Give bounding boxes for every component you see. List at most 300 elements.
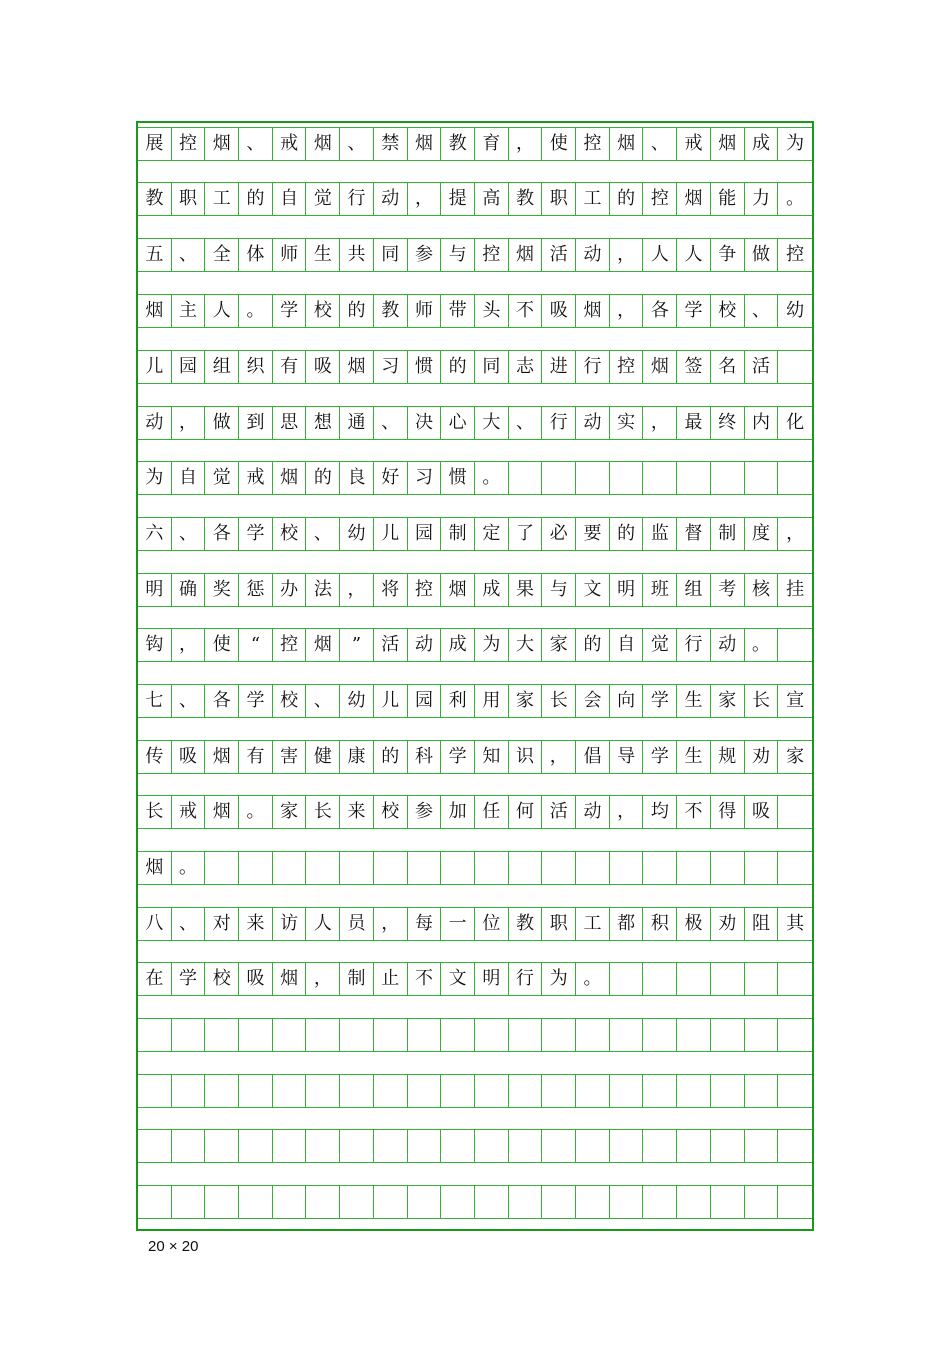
- grid-cell: 工: [205, 183, 239, 215]
- grid-cell: 人: [677, 239, 711, 271]
- grid-cell: 园: [408, 685, 442, 717]
- grid-cell: [239, 1019, 273, 1051]
- grid-cell: 控: [644, 183, 678, 215]
- grid-cell: 师: [408, 295, 442, 327]
- grid-cell: 。: [745, 629, 779, 661]
- grid-row: [138, 1018, 812, 1052]
- grid-cell: 。: [576, 963, 610, 995]
- grid-cell: 文: [576, 574, 610, 606]
- grid-cell: 烟: [644, 351, 678, 383]
- grid-cell: 儿: [374, 685, 408, 717]
- grid-cell: [408, 1019, 442, 1051]
- grid-cell: “: [239, 629, 273, 661]
- grid-cell: 人: [205, 295, 239, 327]
- grid-cell: 为: [475, 629, 509, 661]
- grid-cell: 共: [340, 239, 374, 271]
- grid-cell: 大: [475, 407, 509, 439]
- grid-cell: [475, 1075, 509, 1107]
- grid-cell: [239, 1130, 273, 1162]
- grid-cell: [340, 1130, 374, 1162]
- grid-cell: 行: [542, 407, 576, 439]
- grid-cell: [374, 1186, 408, 1218]
- grid-cell: [239, 1075, 273, 1107]
- grid-cell: [340, 1075, 374, 1107]
- grid-cell: ，: [542, 741, 576, 773]
- grid-cell: 制: [340, 963, 374, 995]
- grid-cell: 制: [711, 518, 745, 550]
- grid-cell: 到: [239, 407, 273, 439]
- grid-cell: 烟: [441, 574, 475, 606]
- grid-cell: [677, 963, 711, 995]
- grid-cell: 识: [509, 741, 543, 773]
- grid-cell: 、: [172, 518, 206, 550]
- grid-cell: 带: [441, 295, 475, 327]
- grid-cell: [778, 852, 812, 884]
- grid-cell: 长: [307, 796, 341, 828]
- grid-cell: 将: [374, 574, 408, 606]
- grid-cell: 。: [239, 295, 273, 327]
- grid-cell: 戒: [172, 796, 206, 828]
- grid-cell: [509, 852, 543, 884]
- grid-cell: 积: [644, 908, 678, 940]
- grid-cell: ，: [172, 629, 206, 661]
- grid-cell: 。: [786, 188, 805, 209]
- grid-cell: [711, 1130, 745, 1162]
- grid-cell: 、: [239, 128, 273, 160]
- grid-cell: [205, 1130, 239, 1162]
- grid-cell: [475, 1019, 509, 1051]
- grid-row: [138, 573, 812, 607]
- grid-cell: [778, 963, 812, 995]
- grid-cell: [644, 1186, 678, 1218]
- grid-cell: [273, 1019, 307, 1051]
- grid-cell: 不: [677, 796, 711, 828]
- grid-row: [138, 740, 812, 774]
- grid-cell: [677, 1186, 711, 1218]
- grid-cell: 习: [408, 462, 442, 494]
- grid-cell: [542, 1075, 576, 1107]
- grid-cell: 各: [205, 685, 239, 717]
- grid-cell: 导: [610, 741, 644, 773]
- grid-cell: 成: [475, 574, 509, 606]
- grid-cell: [745, 1186, 779, 1218]
- grid-cell: 参: [408, 796, 442, 828]
- grid-cell: 来: [340, 796, 374, 828]
- grid-cell: [172, 1075, 206, 1107]
- grid-cell: 想: [307, 407, 341, 439]
- grid-cell: 惯: [408, 351, 442, 383]
- grid-cell: 动: [374, 183, 408, 215]
- grid-cell: [172, 1186, 206, 1218]
- grid-cell: 学: [677, 295, 711, 327]
- grid-row: [138, 517, 812, 551]
- grid-cell: [677, 1075, 711, 1107]
- grid-cell: 名: [711, 351, 745, 383]
- grid-cell: 控: [475, 239, 509, 271]
- grid-cell: ，: [374, 908, 408, 940]
- grid-cell: 各: [644, 295, 678, 327]
- grid-cell: [778, 1186, 812, 1218]
- grid-cell: 组: [677, 574, 711, 606]
- grid-cell: [138, 1075, 172, 1107]
- grid-cell: [778, 1019, 812, 1051]
- grid-cell: 动: [711, 629, 745, 661]
- grid-cell: ”: [340, 629, 374, 661]
- grid-cell: 止: [374, 963, 408, 995]
- grid-cell: 吸: [307, 351, 341, 383]
- grid-cell: 办: [273, 574, 307, 606]
- grid-cell: 人: [644, 239, 678, 271]
- grid-cell: [307, 852, 341, 884]
- grid-cell: 校: [205, 963, 239, 995]
- grid-row: [138, 238, 812, 272]
- grid-cell: 科: [408, 741, 442, 773]
- grid-cell: 职: [542, 908, 576, 940]
- grid-cell: 行: [509, 963, 543, 995]
- grid-cell: 得: [711, 796, 745, 828]
- grid-cell: 工: [576, 183, 610, 215]
- grid-cell: 使: [542, 128, 576, 160]
- grid-cell: 控: [408, 574, 442, 606]
- grid-cell: 与: [542, 574, 576, 606]
- grid-cell: 行: [677, 629, 711, 661]
- grid-cell: 考: [711, 574, 745, 606]
- grid-cell: 的: [610, 183, 644, 215]
- grid-cell: [576, 852, 610, 884]
- grid-cell: [711, 1186, 745, 1218]
- grid-cell: 五: [138, 239, 172, 271]
- grid-cell: 烟: [138, 852, 172, 884]
- grid-cell: 烟: [509, 239, 543, 271]
- grid-cell: 宣: [786, 690, 805, 711]
- grid-cell: 文: [441, 963, 475, 995]
- grid-cell: 、: [745, 295, 779, 327]
- grid-cell: 的: [374, 741, 408, 773]
- grid-cell: 控: [576, 128, 610, 160]
- grid-cell: 职: [542, 183, 576, 215]
- grid-cell: [475, 852, 509, 884]
- grid-cell: 学: [441, 741, 475, 773]
- grid-cell: 志: [509, 351, 543, 383]
- grid-cell: 长: [745, 685, 779, 717]
- grid-cell: [509, 1075, 543, 1107]
- grid-cell: [408, 1130, 442, 1162]
- grid-cell: 向: [610, 685, 644, 717]
- grid-cell: 学: [644, 685, 678, 717]
- grid-cell: 监: [644, 518, 678, 550]
- grid-cell: ，: [172, 407, 206, 439]
- grid-cell: [307, 1130, 341, 1162]
- grid-cell: ，: [610, 796, 644, 828]
- grid-cell: [711, 462, 745, 494]
- grid-cell: [273, 1075, 307, 1107]
- grid-cell: 了: [509, 518, 543, 550]
- grid-cell: 要: [576, 518, 610, 550]
- grid-cell: [677, 1019, 711, 1051]
- grid-cell: [778, 796, 812, 828]
- grid-cell: 康: [340, 741, 374, 773]
- grid-cell: 同: [374, 239, 408, 271]
- grid-cell: [576, 1075, 610, 1107]
- grid-row: [138, 1185, 812, 1219]
- grid-row: [138, 795, 812, 829]
- grid-row: [138, 628, 812, 662]
- grid-cell: 督: [677, 518, 711, 550]
- grid-cell: 一: [441, 908, 475, 940]
- grid-cell: [408, 852, 442, 884]
- grid-cell: 教: [509, 908, 543, 940]
- grid-cell: [610, 462, 644, 494]
- grid-cell: 钩: [138, 629, 172, 661]
- grid-cell: 烟: [307, 128, 341, 160]
- grid-cell: [745, 1075, 779, 1107]
- grid-cell: 度: [745, 518, 779, 550]
- grid-cell: [644, 1130, 678, 1162]
- grid-cell: [610, 852, 644, 884]
- grid-cell: [441, 1186, 475, 1218]
- grid-cell: 活: [745, 351, 779, 383]
- grid-cell: ，: [408, 183, 442, 215]
- grid-cell: 规: [711, 741, 745, 773]
- grid-cell: 、: [172, 685, 206, 717]
- grid-cell: [172, 1130, 206, 1162]
- grid-cell: [340, 852, 374, 884]
- grid-cell: 核: [745, 574, 779, 606]
- grid-cell: 。: [475, 462, 509, 494]
- grid-cell: 明: [475, 963, 509, 995]
- grid-cell: 校: [273, 518, 307, 550]
- grid-cell: [374, 1130, 408, 1162]
- grid-cell: 幼: [340, 685, 374, 717]
- grid-cell: 学: [172, 963, 206, 995]
- grid-size-label: 20 × 20: [148, 1238, 199, 1255]
- grid-cell: [778, 1075, 812, 1107]
- grid-cell: [408, 1075, 442, 1107]
- grid-cell: 师: [273, 239, 307, 271]
- grid-cell: 其: [786, 913, 805, 934]
- grid-cell: 人: [307, 908, 341, 940]
- grid-cell: 长: [542, 685, 576, 717]
- grid-cell: 成: [745, 128, 779, 160]
- grid-cell: [408, 1186, 442, 1218]
- grid-cell: [644, 1019, 678, 1051]
- grid-cell: 对: [205, 908, 239, 940]
- grid-row: [138, 684, 812, 718]
- grid-cell: [374, 852, 408, 884]
- grid-cell: 班: [644, 574, 678, 606]
- grid-cell: 活: [542, 239, 576, 271]
- grid-cell: [172, 1019, 206, 1051]
- grid-cell: ，: [610, 295, 644, 327]
- grid-cell: [677, 462, 711, 494]
- grid-cell: 觉: [307, 183, 341, 215]
- grid-cell: ，: [509, 128, 543, 160]
- grid-cell: 来: [239, 908, 273, 940]
- grid-cell: 习: [374, 351, 408, 383]
- grid-cell: 烟: [205, 796, 239, 828]
- grid-cell: 动: [408, 629, 442, 661]
- grid-cell: [340, 1186, 374, 1218]
- grid-cell: 任: [475, 796, 509, 828]
- grid-cell: 加: [441, 796, 475, 828]
- grid-cell: [441, 1075, 475, 1107]
- grid-cell: 、: [644, 128, 678, 160]
- grid-cell: 的: [610, 518, 644, 550]
- grid-cell: 、: [172, 239, 206, 271]
- grid-row: [138, 962, 812, 996]
- grid-cell: 学: [273, 295, 307, 327]
- grid-cell: [542, 1186, 576, 1218]
- grid-row: [138, 350, 812, 384]
- grid-cell: 烟: [205, 741, 239, 773]
- grid-cell: 吸: [745, 796, 779, 828]
- grid-cell: 成: [441, 629, 475, 661]
- grid-cell: 禁: [374, 128, 408, 160]
- grid-cell: 职: [172, 183, 206, 215]
- grid-cell: 高: [475, 183, 509, 215]
- grid-cell: [239, 852, 273, 884]
- grid-cell: [441, 1130, 475, 1162]
- grid-cell: 何: [509, 796, 543, 828]
- grid-cell: ，: [610, 239, 644, 271]
- grid-cell: 、: [340, 128, 374, 160]
- grid-cell: 害: [273, 741, 307, 773]
- grid-cell: [475, 1186, 509, 1218]
- grid-cell: 烟: [576, 295, 610, 327]
- grid-row: [138, 406, 812, 440]
- grid-cell: 惯: [441, 462, 475, 494]
- grid-cell: 、: [172, 908, 206, 940]
- grid-cell: 的: [340, 295, 374, 327]
- grid-cell: 学: [644, 741, 678, 773]
- grid-cell: 教: [441, 128, 475, 160]
- grid-cell: 七: [138, 685, 172, 717]
- grid-cell: 不: [509, 295, 543, 327]
- grid-cell: 戒: [273, 128, 307, 160]
- grid-cell: [610, 963, 644, 995]
- grid-row: [138, 294, 812, 328]
- grid-cell: [374, 1075, 408, 1107]
- grid-cell: 体: [239, 239, 273, 271]
- grid-cell: 终: [711, 407, 745, 439]
- grid-cell: 育: [475, 128, 509, 160]
- grid-cell: 八: [138, 908, 172, 940]
- manuscript-grid: [136, 121, 814, 1231]
- grid-cell: [576, 462, 610, 494]
- grid-cell: 能: [711, 183, 745, 215]
- grid-cell: 明: [610, 574, 644, 606]
- grid-cell: 自: [172, 462, 206, 494]
- grid-cell: 戒: [677, 128, 711, 160]
- grid-cell: 展: [138, 128, 172, 160]
- grid-cell: [307, 1019, 341, 1051]
- grid-cell: 思: [273, 407, 307, 439]
- grid-cell: 烟: [408, 128, 442, 160]
- grid-cell: 内: [745, 407, 779, 439]
- grid-cell: 访: [273, 908, 307, 940]
- grid-cell: [307, 1075, 341, 1107]
- grid-cell: 参: [408, 239, 442, 271]
- grid-cell: [374, 1019, 408, 1051]
- grid-cell: 制: [441, 518, 475, 550]
- grid-cell: 园: [408, 518, 442, 550]
- grid-cell: [205, 1019, 239, 1051]
- grid-cell: 烟: [340, 351, 374, 383]
- grid-cell: [610, 1075, 644, 1107]
- grid-cell: 动: [138, 407, 172, 439]
- grid-cell: 烟: [138, 295, 172, 327]
- grid-cell: 均: [644, 796, 678, 828]
- grid-cell: 儿: [138, 351, 172, 383]
- grid-cell: 定: [475, 518, 509, 550]
- grid-cell: 位: [475, 908, 509, 940]
- grid-cell: 倡: [576, 741, 610, 773]
- grid-cell: 校: [307, 295, 341, 327]
- grid-cell: [273, 1186, 307, 1218]
- grid-cell: 用: [475, 685, 509, 717]
- grid-cell: 极: [677, 908, 711, 940]
- grid-cell: 校: [374, 796, 408, 828]
- grid-cell: [542, 1130, 576, 1162]
- grid-cell: 、: [509, 407, 543, 439]
- grid-cell: 通: [340, 407, 374, 439]
- grid-cell: 确: [172, 574, 206, 606]
- grid-cell: [205, 1186, 239, 1218]
- grid-cell: [644, 462, 678, 494]
- grid-cell: ，: [340, 574, 374, 606]
- grid-cell: 组: [205, 351, 239, 383]
- grid-cell: 行: [576, 351, 610, 383]
- grid-cell: 最: [677, 407, 711, 439]
- grid-cell: 为: [542, 963, 576, 995]
- grid-cell: [441, 852, 475, 884]
- grid-cell: 行: [340, 183, 374, 215]
- grid-cell: 利: [441, 685, 475, 717]
- grid-cell: 烟: [273, 462, 307, 494]
- grid-cell: 进: [542, 351, 576, 383]
- grid-cell: 全: [205, 239, 239, 271]
- grid-cell: [307, 1186, 341, 1218]
- grid-cell: [644, 1075, 678, 1107]
- grid-cell: 同: [475, 351, 509, 383]
- grid-cell: 为: [138, 462, 172, 494]
- grid-cell: 觉: [205, 462, 239, 494]
- grid-cell: 家: [273, 796, 307, 828]
- grid-cell: 心: [441, 407, 475, 439]
- grid-cell: 、: [374, 407, 408, 439]
- grid-cell: 争: [711, 239, 745, 271]
- grid-cell: [711, 852, 745, 884]
- grid-cell: 生: [677, 685, 711, 717]
- grid-row: [138, 851, 812, 885]
- grid-cell: [509, 1019, 543, 1051]
- grid-cell: 好: [374, 462, 408, 494]
- grid-cell: [273, 852, 307, 884]
- grid-cell: 为: [786, 133, 805, 154]
- grid-cell: 。: [239, 796, 273, 828]
- grid-cell: [778, 629, 812, 661]
- grid-cell: 每: [408, 908, 442, 940]
- grid-cell: [273, 1130, 307, 1162]
- grid-cell: 实: [610, 407, 644, 439]
- grid-cell: 动: [576, 407, 610, 439]
- grid-cell: 、: [307, 685, 341, 717]
- grid-cell: [205, 1075, 239, 1107]
- grid-cell: [610, 1130, 644, 1162]
- grid-cell: 吸: [172, 741, 206, 773]
- grid-cell: 的: [576, 629, 610, 661]
- grid-cell: [340, 1019, 374, 1051]
